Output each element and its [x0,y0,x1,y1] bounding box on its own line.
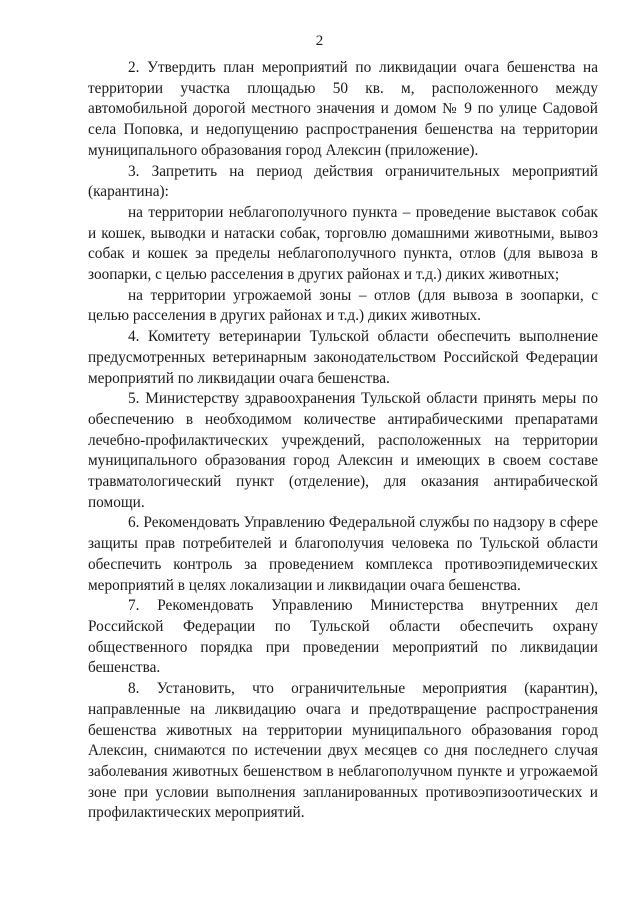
paragraph-2-approve-plan: 2. Утвердить план мероприятий по ликвидации очага бешенства на территории участка площадью 50 кв. м, расположенного между автомобильной дорогой местного значения и домом № 9 по улице Садовой села Поповка, и недопущению распространения бешенства на территории муниципального образования город Алексин (приложение). [88,59,598,159]
paragraph-6-rospotrebnadzor: 6. Рекомендовать Управлению Федеральной службы по надзору в сфере защиты прав потребителей и благополучия человека по Тульской области обеспечить контроль за проведением комплекса противоэпидемических мероприятий в целях локализации и ликвидации очага бешенства. [88,514,598,594]
document-body [88,58,598,824]
paragraph-4-veterinary-committee: 4. Комитету ветеринарии Тульской области обеспечить выполнение предусмотренных ветеринарным законодательством Российской Федерации мероприятий по ликвидации очага бешенства. [88,328,598,387]
paragraph-8-quarantine-end: 8. Установить, что ограничительные мероприятия (карантин), направленные на ликвидацию очага и предотвращение распространения бешенства животных на территории муниципального образования город Алексин, снимаются по истечении двух месяцев со дня последнего случая заболевания животных бешенством в неблагополучном пункте и угрожаемой зоне при условии выполнения запланированных противоэпизоотических и профилактических мероприятий. [88,680,598,822]
paragraph-7-police: 7. Рекомендовать Управлению Министерства внутренних дел Российской Федерации по Тульской области обеспечить охрану общественного порядка при проведении мероприятий по ликвидации бешенства. [88,597,598,677]
paragraph-3-threatened-zone: на территории угрожаемой зоны – отлов (для вывоза в зоопарки, с целью расселения в других районах и т.д.) диких животных. [88,286,598,325]
paragraph-3-prohibit: 3. Запретить на период действия ограничительных мероприятий (карантина): [88,162,598,201]
paragraph-5-health-ministry: 5. Министерству здравоохранения Тульской области принять меры по обеспечению в необходимом количестве антирабическими препаратами лечебно-профилактических учреждений, расположенных на территории муниципального образования город Алексин и имеющих в своем составе травматологический пункт (отделение), для оказания антирабической помощи. [88,390,598,511]
paragraph-3-unsafe-point: на территории неблагополучного пункта – проведение выставок собак и кошек, выводки и натаски собак, торговлю домашними животными, вывоз собак и кошек за пределы неблагополучного пункта, отлов (для вывоза в зоопарки, с целью расселения в других районах и т.д.) диких животных; [88,203,598,284]
page-number: 2 [315,33,324,49]
